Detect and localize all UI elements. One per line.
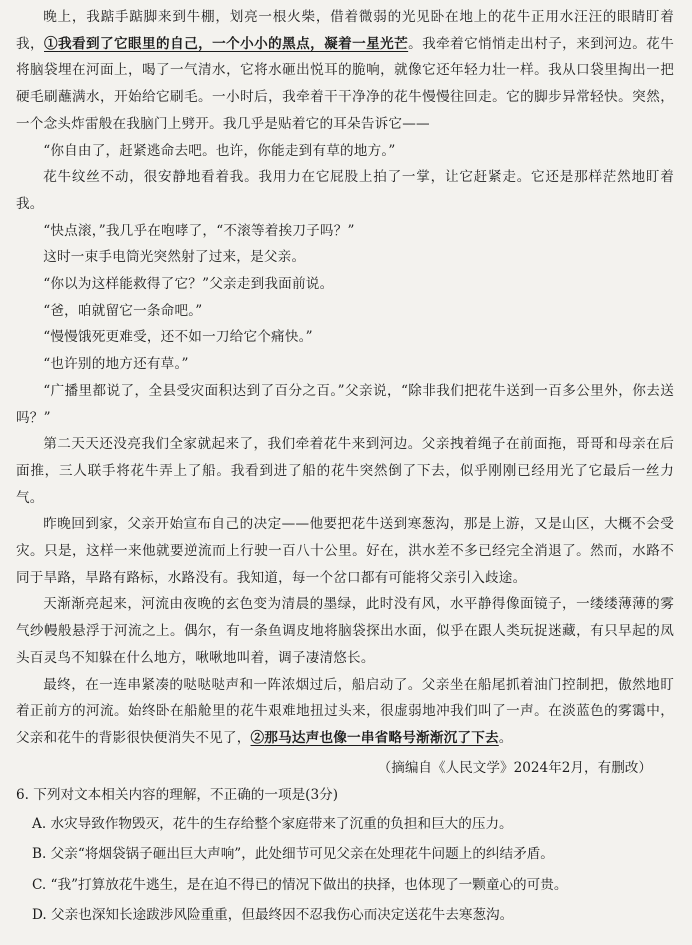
paragraph: “慢慢饿死更难受，还不如一刀给它个痛快。” [43, 329, 313, 346]
paragraph: “你以为这样能救得了它？”父亲走到我面前说。 [43, 276, 334, 293]
underlined-sentence-2: ②那马达声也像一串省略号渐渐沉了下去 [250, 729, 499, 746]
paragraph: “也许别的地方还有草。” [43, 356, 189, 373]
option-c[interactable]: C. “我”打算放花牛逃生，是在迫不得已的情况下做出的抉择，也体现了一颗童心的可贵。 [32, 876, 568, 893]
paragraph: “你自由了，赶紧逃命去吧。也许，你能走到有草的地方。” [43, 142, 396, 159]
paragraph: “广播里都说了，全县受灾面积达到了百分之百。”父亲说，“除非我们把花牛送到一百多公里外，你去送吗？” [16, 382, 674, 426]
paragraph: 晚上，我踮手踮脚来到牛棚，划亮一根火柴，借着微弱的光见卧在地上的花牛正用水汪汪的眼睛盯着我，①我看到了它眼里的自己，一个小小的黑点，凝着一星光芒。我牵着它悄悄走出村子，来到河边。花牛将脑袋埋在河面上，喝了一气清水，它将水砸出悦耳的脆响，就像它还年轻力壮一样。我从口袋里掏出一把硬毛刷蘸满水，开始给它刷毛。一小时后，我牵着干干净净的花牛慢慢往回走。它的脚步异常轻快。突然，一个念头炸雷般在我脑门上劈开。我几乎是贴着它的耳朵告诉它—— [16, 9, 675, 132]
story-passage [16, 4, 674, 752]
paragraph: 这时一束手电筒光突然射了过来，是父亲。 [43, 249, 306, 266]
paragraph: 昨晚回到家，父亲开始宣布自己的决定——他要把花牛送到寒葱沟，那是上游，又是山区，大概不会受灾。只是，这样一来他就要逆流而上行驶一百八十公里。好在，洪水差不多已经完全消退了。然而，水路不同于旱路，旱路有路标，水路没有。我知道，每一个岔口都有可能将父亲引入歧途。 [16, 516, 674, 586]
paragraph: 花牛纹丝不动，很安静地看着我。我用力在它屁股上拍了一掌，让它赶紧走。它还是那样茫然地盯着我。 [16, 169, 674, 212]
paragraph: “快点滚，”我几乎在咆哮了，“不滚等着挨刀子吗？” [43, 222, 355, 239]
question-6 [16, 782, 674, 931]
option-d[interactable]: D. 父亲也深知长途跋涉风险重重，但最终因不忍我伤心而决定送花牛去寒葱沟。 [32, 907, 514, 924]
paragraph: 第二天天还没亮我们全家就起来了，我们牵着花牛来到河边。父亲拽着绳子在前面拖，哥哥和母亲在后面推，三人联手将花牛弄上了船。我看到进了船的花牛突然倒了下去，似乎刚刚已经用光了它最后一丝力气。 [16, 436, 674, 506]
underlined-sentence-1: ①我看到了它眼里的自己，一个小小的黑点，凝着一星光芒 [44, 35, 409, 52]
option-b[interactable]: B. 父亲“将烟袋锅子砸出巨大声响”，此处细节可见父亲在处理花牛问题上的纠结矛盾。 [32, 846, 554, 863]
paragraph: 天渐渐亮起来，河流由夜晚的玄色变为清晨的墨绿，此时没有风，水平静得像面镜子，一缕缕薄薄的雾气纱幔般悬浮于河流之上。偶尔，有一条鱼调皮地将脑袋探出水面，似乎在跟人类玩捉迷藏，有只早起的凤头百灵鸟不知躲在什么地方，啾啾地叫着，调子凄清悠长。 [16, 596, 674, 666]
paragraph: “爸，咱就留它一条命吧。” [43, 302, 203, 319]
source-citation: （摘编自《人民文学》2024年2月，有删改） [377, 759, 652, 776]
paragraph: 最终，在一连串紧凑的哒哒哒声和一阵浓烟过后，船启动了。父亲坐在船尾抓着油门控制把，傲然地盯着正前方的河流。始终卧在船舱里的花牛艰难地扭过头来，很虚弱地冲我们叫了一声。在淡蓝色的雾霭中，父亲和花牛的背影很快便消失不见了，②那马达声也像一串省略号渐渐沉了下去。 [16, 676, 674, 746]
question-stem: 6. 下列对文本相关内容的理解，不正确的一项是(3分) [16, 786, 339, 803]
option-a[interactable]: A. 水灾导致作物毁灭，花牛的生存给整个家庭带来了沉重的负担和巨大的压力。 [32, 815, 513, 832]
